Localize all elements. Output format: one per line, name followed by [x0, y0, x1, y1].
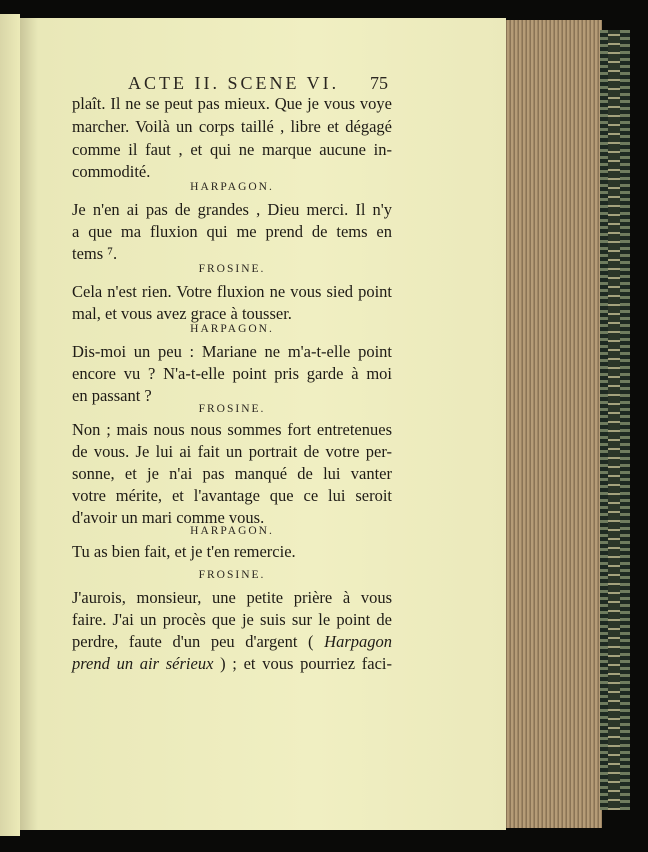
text-line: encore vu ? N'a-t-elle point pris garde à moi — [72, 364, 392, 383]
facing-page-edge — [0, 14, 20, 836]
speaker-name: HARPAGON. — [190, 525, 274, 537]
stage-direction: prend un air sérieux — [72, 654, 214, 673]
text-segment: perdre, faute d'un peu d'argent ( — [72, 632, 325, 651]
text-line: Dis-moi un peu : Mariane ne m'a-t-elle point — [72, 342, 392, 361]
text-segment: ) ; et vous pourriez faci- — [213, 654, 392, 673]
text-line: Je n'en ai pas de grandes , Dieu merci. Il n'y — [72, 200, 392, 219]
speaker-name: FROSINE. — [198, 263, 266, 275]
text-line: faire. J'ai un procès que je suis sur le point de — [72, 610, 392, 629]
stage-direction: Harpagon — [324, 632, 392, 651]
text-line: sonne, et je n'ai pas manqué de lui vanter — [72, 464, 392, 483]
text-line — [72, 632, 392, 652]
text-line: en passant ? — [72, 386, 152, 405]
text-line: J'aurois, monsieur, une petite prière à vous — [72, 588, 392, 607]
text-line: commodité. — [72, 162, 151, 181]
text-line — [72, 654, 392, 674]
speaker-name: FROSINE. — [198, 569, 266, 581]
page-number: 75 — [370, 73, 388, 93]
text-line: comme il faut , et qui ne marque aucune in- — [72, 140, 392, 159]
text-line: mal, et vous avez grace à tousser. — [72, 304, 292, 323]
text-line: Tu as bien fait, et je t'en remercie. — [72, 542, 296, 561]
text-line: tems ⁷. — [72, 244, 118, 263]
text-line: Non ; mais nous nous sommes fort entretenues — [72, 420, 392, 439]
text-line: plaît. Il ne se peut pas mieux. Que je vous voye — [72, 94, 392, 113]
text-line: Cela n'est rien. Votre fluxion ne vous sied point — [72, 282, 392, 301]
speaker-name: HARPAGON. — [190, 181, 274, 193]
text-line: d'avoir un mari comme vous. — [72, 508, 265, 527]
speaker-name: HARPAGON. — [190, 323, 274, 335]
speaker-name: FROSINE. — [198, 403, 266, 415]
text-line: votre mérite, et l'avantage que ce lui seroit — [72, 486, 392, 505]
running-title: ACTE II. SCENE VI. — [128, 73, 340, 93]
book-spine — [600, 30, 630, 810]
text-line: a que ma fluxion qui me prend de tems en — [72, 222, 392, 241]
text-line: de vous. Je lui ai fait un portrait de votre per- — [72, 442, 392, 461]
page-edges — [506, 20, 602, 828]
text-line: marcher. Voilà un corps taillé , libre et dégagé — [72, 117, 392, 136]
